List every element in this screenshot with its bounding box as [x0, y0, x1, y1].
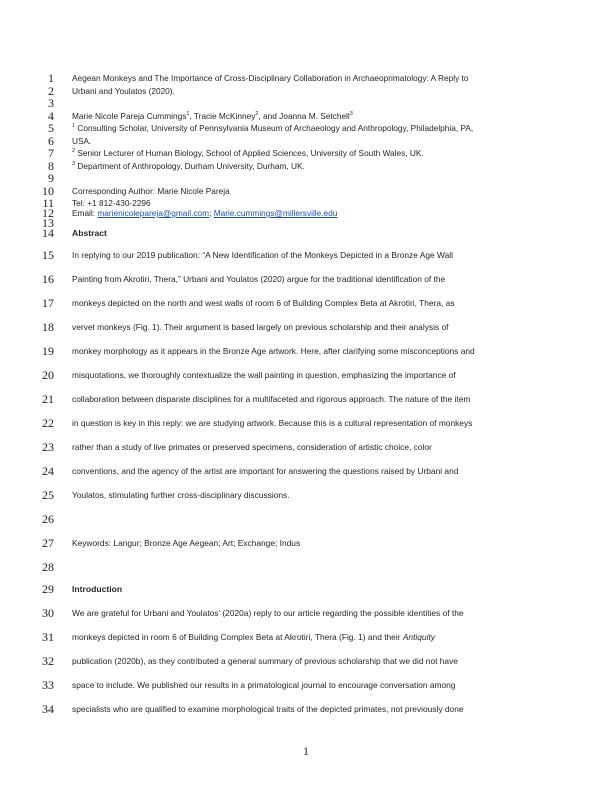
- telephone: Tel: +1 812-430-2296: [72, 198, 151, 208]
- corresponding-author: Corresponding Author: Marie Nicole Pareja: [72, 186, 230, 196]
- line-27: [0, 536, 612, 550]
- aff3-sup: 3: [72, 161, 76, 168]
- line-number: 4: [48, 109, 54, 123]
- line-number: 2: [48, 84, 54, 98]
- line-number: 33: [42, 678, 54, 692]
- line-number: 13: [42, 216, 54, 230]
- line-number: 8: [48, 159, 54, 173]
- introduction-heading: Introduction: [72, 584, 123, 594]
- line-number: 3: [48, 96, 54, 110]
- intro-line: [72, 630, 552, 644]
- email-separator: ;: [209, 208, 214, 218]
- line-number: 5: [48, 121, 54, 135]
- line-16: [0, 272, 612, 286]
- line-number: 16: [42, 272, 54, 286]
- line-number: 30: [42, 606, 54, 620]
- line-26: [0, 512, 612, 526]
- abstract-line: In replying to our 2019 publication: “A New Identification of the Monkeys Depicted in a Bronze Age Wall: [72, 250, 453, 260]
- line-21: [0, 392, 612, 406]
- email-link-2[interactable]: Marie.cummings@millersville.edu: [213, 208, 338, 218]
- line-32: [0, 654, 612, 668]
- line-14: [0, 226, 612, 240]
- abstract-line: vervet monkeys (Fig. 1). Their argument is based largely on previous scholarship and their analysis of: [72, 322, 449, 332]
- aff3-text: Department of Anthropology, Durham University, Durham, UK.: [75, 161, 305, 171]
- line-22: [0, 416, 612, 430]
- abstract-line: collaboration between disparate disciplines for a multifaceted and rigorous approach. The nature of the item: [72, 394, 471, 404]
- line-number: 7: [48, 146, 54, 160]
- line-number: 32: [42, 654, 54, 668]
- line-number: 21: [42, 392, 54, 406]
- line-number: 26: [42, 512, 54, 526]
- line-number: 23: [42, 440, 54, 454]
- author-1: Marie Nicole Pareja Cummings: [72, 111, 187, 121]
- line-5: [0, 121, 612, 135]
- line-1: [0, 71, 612, 85]
- line-number: 27: [42, 536, 54, 550]
- line-31: [0, 630, 612, 644]
- line-number: 19: [42, 344, 54, 358]
- aff1-sup: 1: [72, 123, 76, 130]
- line-18: [0, 320, 612, 334]
- affiliation-2: [72, 146, 552, 160]
- line-29: [0, 582, 612, 596]
- line-number: 11: [42, 196, 54, 210]
- abstract-line: rather than a study of live primates or preserved specimens, consideration of artistic choice, color: [72, 442, 432, 452]
- intro-line: space to include. We published our results in a primatological journal to encourage conversation among: [72, 680, 456, 690]
- line-19: [0, 344, 612, 358]
- line-number: 20: [42, 368, 54, 382]
- page-number: 1: [303, 744, 309, 758]
- author-2-sup: 2: [255, 111, 259, 118]
- line-23: [0, 440, 612, 454]
- line-number: 29: [42, 582, 54, 596]
- author-3: , and Joanna M. Setchell: [258, 111, 350, 121]
- author-3-sup: 3: [349, 111, 353, 118]
- abstract-line: in question is key in this reply: we are studying artwork. Because this is a cultural representation of monkeys: [72, 418, 473, 428]
- line-28: [0, 560, 612, 574]
- journal-name: Antiquity: [402, 632, 435, 642]
- line-number: 1: [48, 71, 54, 85]
- line-7: [0, 146, 612, 160]
- aff2-sup: 2: [72, 148, 76, 155]
- author-2: , Tracie McKinney: [189, 111, 256, 121]
- line-17: [0, 296, 612, 310]
- line-9: [0, 171, 612, 185]
- aff1-text: Consulting Scholar, University of Pennsylvania Museum of Archaeology and Anthropology, Philadelphia, PA,: [75, 123, 474, 133]
- abstract-line: monkeys depicted on the north and west walls of room 6 of Building Complex Beta at Akrotiri, Thera, as: [72, 298, 455, 308]
- line-number: 6: [48, 134, 54, 148]
- line-number: 9: [48, 171, 54, 185]
- line-33: [0, 678, 612, 692]
- line-number: 15: [42, 248, 54, 262]
- abstract-line: monkey morphology as it appears in the Bronze Age artwork. Here, after clarifying some misconceptions and: [72, 346, 475, 356]
- line-24: [0, 464, 612, 478]
- title-line-1: Aegean Monkeys and The Importance of Cross-Disciplinary Collaboration in Archaeoprimatology: A Reply to: [72, 73, 469, 83]
- line-number: 18: [42, 320, 54, 334]
- abstract-line: misquotations, we thoroughly contextualize the wall painting in question, emphasizing the importance of: [72, 370, 456, 380]
- abstract-heading: Abstract: [72, 228, 107, 238]
- keywords: Keywords: Langur; Bronze Age Aegean; Art; Exchange; Indus: [72, 538, 301, 548]
- intro-line: We are grateful for Urbani and Youlatos’ (2020a) reply to our article regarding the possible identities of the: [72, 608, 464, 618]
- line-number: 14: [42, 226, 54, 240]
- line-25: [0, 488, 612, 502]
- affiliation-1-cont: USA.: [72, 136, 92, 146]
- affiliation-1: [72, 121, 552, 135]
- line-30: [0, 606, 612, 620]
- line-number: 17: [42, 296, 54, 310]
- line-number: 34: [42, 702, 54, 716]
- intro-line: publication (2020b), as they contributed a general summary of previous scholarship that we did not have: [72, 656, 458, 666]
- title-line-2: Urbani and Youlatos (2020).: [72, 86, 175, 96]
- intro-line: specialists who are qualified to examine morphological traits of the depicted primates, not previously done: [72, 704, 464, 714]
- line-number: 24: [42, 464, 54, 478]
- line-20: [0, 368, 612, 382]
- abstract-line: conventions, and the agency of the artist are important for answering the questions raised by Urbani and: [72, 466, 459, 476]
- intro-line-text: monkeys depicted in room 6 of Building Complex Beta at Akrotiri, Thera (Fig. 1) and their: [72, 632, 403, 642]
- line-number: 31: [42, 630, 54, 644]
- line-3: [0, 96, 612, 110]
- aff2-text: Senior Lecturer of Human Biology, School of Applied Sciences, University of South Wales, UK.: [75, 148, 424, 158]
- line-number: 25: [42, 488, 54, 502]
- abstract-line: Painting from Akrotiri, Thera,” Urbani and Youlatos (2020) argue for the traditional identification of the: [72, 274, 446, 284]
- line-number: 28: [42, 560, 54, 574]
- author-1-sup: 1: [186, 111, 190, 118]
- line-15: [0, 248, 612, 262]
- abstract-line: Youlatos, stimulating further cross-disciplinary discussions.: [72, 490, 290, 500]
- email-label: Email:: [72, 208, 98, 218]
- email-link-1[interactable]: marienicolepareja@gmail.com: [97, 208, 210, 218]
- line-34: [0, 702, 612, 716]
- line-number: 22: [42, 416, 54, 430]
- line-number: 10: [42, 184, 54, 198]
- line-number: 12: [42, 206, 54, 220]
